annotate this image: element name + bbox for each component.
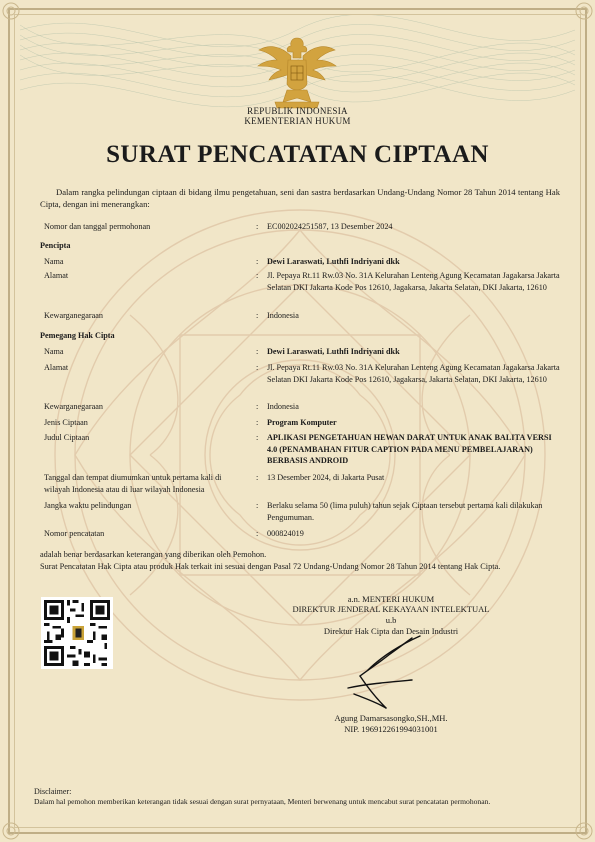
colon: : <box>256 257 259 266</box>
colon: : <box>256 271 259 280</box>
colon: : <box>256 529 259 538</box>
colon: : <box>256 347 259 356</box>
document-title: SURAT PENCATATAN CIPTAAN <box>106 141 489 168</box>
disclaimer-label: Disclaimer: <box>34 787 72 796</box>
work-type-label: Jenis Ciptaan <box>44 418 88 427</box>
creator-address: Jl. Pepaya Rt.11 Rw.03 No. 31A Kelurahan Lenteng Agung Kecamatan Jagakarsa Jakarta Selatan DKI Jakarta Kode Pos 12610, Jagakarsa, Jakarta Selatan, DKI Jakarta, 12610 <box>267 271 560 292</box>
header-country: REPUBLIK INDONESIA <box>247 106 348 116</box>
record-number-value: 000824019 <box>267 529 304 538</box>
holder-section-heading: Pemegang Hak Cipta <box>40 331 115 340</box>
protection-period-label: Jangka waktu pelindungan <box>44 501 132 510</box>
record-number-label: Nomor pencatatan <box>44 529 105 538</box>
disclaimer-text: Dalam hal pemohon memberikan keterangan tidak sesuai dengan surat pernyataan, Menteri berwenang untuk mencabut surat pencatatan permohonan. <box>34 797 491 806</box>
colon: : <box>256 363 259 372</box>
intro-paragraph: Dalam rangka pelindungan ciptaan di bidang ilmu pengetahuan, seni dan sastra berdasarkan Undang-Undang Nomor 28 Tahun 2014 tentang Hak Cipta, dengan ini menerangkan: <box>40 187 560 209</box>
holder-nationality: Indonesia <box>267 402 299 411</box>
creator-nationality-label: Kewarganegaraan <box>44 311 103 320</box>
holder-name: Dewi Laraswati, Luthfi Indriyani dkk <box>267 347 400 356</box>
colon: : <box>256 418 259 427</box>
creator-section-heading: Pencipta <box>40 241 71 250</box>
application-value: EC002024251587, 13 Desember 2024 <box>267 222 393 231</box>
handwritten-signature <box>320 628 460 720</box>
signatory-ub: u.b <box>385 615 397 625</box>
creator-name-label: Nama <box>44 257 64 266</box>
corner-ornament <box>2 2 20 20</box>
colon: : <box>256 501 259 510</box>
holder-address: Jl. Pepaya Rt.11 Rw.03 No. 31A Kelurahan Lenteng Agung Kecamatan Jagakarsa Jakarta Selatan DKI Jakarta Kode Pos 12610, Jagakarsa, Jakarta Selatan, DKI Jakarta, 12610 <box>267 363 560 384</box>
legal-basis-statement: Surat Pencatatan Hak Cipta atau produk Hak terkait ini sesuai dengan Pasal 72 Undang-Undang Nomor 28 Tahun 2014 tentang Hak Cipta. <box>40 562 501 571</box>
work-title: APLIKASI PENGETAHUAN HEWAN DARAT UNTUK ANAK BALITA VERSI 4.0 (PENAMBAHAN FITUR CAPTION PADA MENU PEMBELAJARAN) BERBASIS ANDROID <box>267 433 552 465</box>
header-ministry: KEMENTERIAN HUKUM <box>244 116 351 126</box>
holder-name-label: Nama <box>44 347 64 356</box>
announcement-value: 13 Desember 2024, di Jakarta Pusat <box>267 473 385 482</box>
holder-address-label: Alamat <box>44 363 69 372</box>
application-label: Nomor dan tanggal permohonan <box>44 222 151 231</box>
colon: : <box>256 402 259 411</box>
signatory-on-behalf: a.n. MENTERI HUKUM <box>347 594 435 604</box>
corner-ornament <box>575 2 593 20</box>
holder-nationality-label: Kewarganegaraan <box>44 402 103 411</box>
colon: : <box>256 311 259 320</box>
work-title-label: Judul Ciptaan <box>44 433 90 442</box>
colon: : <box>256 473 259 482</box>
corner-ornament <box>575 822 593 840</box>
closing-statement: adalah benar berdasarkan keterangan yang diberikan oleh Pemohon. <box>40 550 267 559</box>
signatory-nip: NIP. 196912261994031001 <box>344 724 438 734</box>
creator-nationality: Indonesia <box>267 311 299 320</box>
work-type: Program Komputer <box>267 418 337 427</box>
signatory-director: Direktur Hak Cipta dan Desain Industri <box>323 626 459 636</box>
creator-name: Dewi Laraswati, Luthfi Indriyani dkk <box>267 257 400 266</box>
announcement-label: Tanggal dan tempat diumumkan untuk pertama kali di wilayah Indonesia atau di luar wilayah Indonesia <box>44 473 222 494</box>
protection-period-value: Berlaku selama 50 (lima puluh) tahun sejak Ciptaan tersebut pertama kali dilakukan Pengumuman. <box>267 501 543 522</box>
qr-code[interactable] <box>41 597 113 669</box>
corner-ornament <box>2 822 20 840</box>
creator-address-label: Alamat <box>44 271 69 280</box>
garuda-emblem-icon <box>255 32 339 112</box>
signatory-office: DIREKTUR JENDERAL KEKAYAAN INTELEKTUAL <box>292 604 490 614</box>
colon: : <box>256 433 259 442</box>
signatory-name: Agung Damarsasongko,SH.,MH. <box>334 713 448 723</box>
colon: : <box>256 222 259 231</box>
